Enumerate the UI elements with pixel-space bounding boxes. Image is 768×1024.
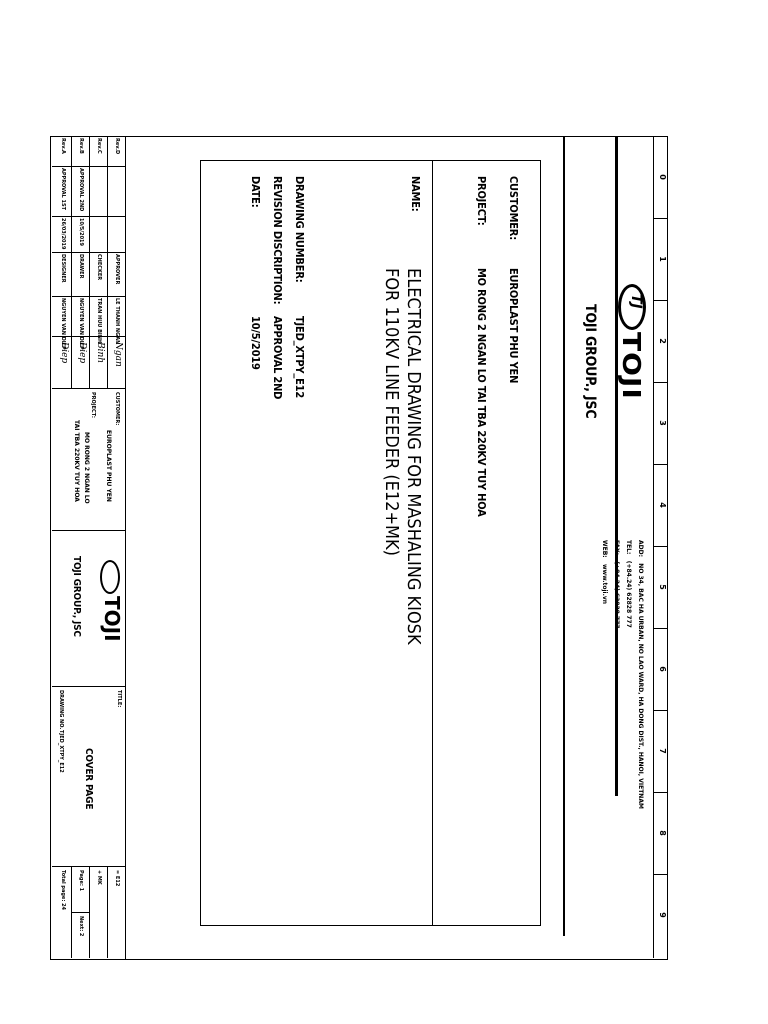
ruler-number: 9	[658, 912, 667, 918]
tb-project-value-1: MO RONG 2 NGAN LO	[83, 432, 90, 504]
tb-page: Page: 1	[78, 870, 84, 892]
tb-customer-label: CUSTOMER:	[114, 392, 120, 426]
ruler-number: 8	[658, 830, 667, 836]
tb-project-value-2: TAI TBA 220KV TUY HOA	[73, 420, 80, 502]
tb-customer-value: EUROPLAST PHU YEN	[105, 430, 112, 502]
rev-a-date: 26/03/2019	[60, 218, 66, 250]
designer-signature: Diep	[59, 342, 69, 364]
customer-label: CUSTOMER:	[507, 176, 520, 240]
drawing-name-line1: ELECTRICAL DRAWING FOR MASHALING KIOSK	[403, 268, 424, 645]
column-ruler	[653, 136, 668, 958]
revision-label: REVISION DISCRIPTION:	[271, 176, 284, 305]
tb-equip-2: + MK	[96, 870, 102, 885]
ruler-number: 2	[658, 338, 667, 344]
role-designer: DESIGNER	[60, 254, 66, 283]
cover-divider	[432, 160, 433, 925]
header-rule-bottom	[563, 136, 565, 936]
role-drawer: DRAWER	[78, 254, 84, 279]
drawing-name-line2: FOR 110KV LINE FEEDER (E12+MK)	[381, 268, 402, 556]
checker-signature: Binh	[95, 342, 105, 364]
tb-project-label: PROJECT:	[90, 392, 96, 418]
header-rule-top	[615, 136, 618, 796]
tb-company-name: TOJI GROUP., JSC	[71, 556, 82, 637]
title-block-logo-text: TOJI	[100, 596, 124, 642]
approver-name: LE THANH NGAN	[114, 298, 120, 345]
date-label: DATE:	[249, 176, 262, 208]
drawing-number-value: TJED_XTPY_E12	[293, 316, 306, 399]
ruler-number: 1	[658, 256, 667, 262]
revision-value: APPROVAL 2ND	[271, 316, 284, 400]
drawing-sheet	[50, 136, 668, 960]
rev-b-desc: APPROVAL 2ND	[78, 168, 84, 212]
tb-drawing-no-label: DRAWING NO.	[58, 690, 64, 730]
designer-name: NGUYEN VAN DIEP	[60, 298, 66, 350]
approver-signature: Ngan	[113, 342, 123, 367]
rev-b: Rev.B	[78, 138, 84, 154]
role-checker: CHECKER	[96, 254, 102, 281]
contact-address: ADD: NO 34, BAC HA URBAN, NO LAO WARD, HA DONG DIST., HANOI, VIETNAM	[637, 540, 644, 809]
ruler-number: 0	[658, 174, 667, 180]
logo-wordmark: TOJI	[616, 332, 647, 400]
drawing-number-label: DRAWING NUMBER:	[293, 176, 306, 283]
ruler-number: 7	[658, 748, 667, 754]
title-block-logo-icon	[100, 560, 120, 594]
contact-fax: FAX: (+84.24) 62828 777	[613, 540, 620, 629]
cover-info-box	[200, 160, 541, 926]
rev-b-date: 10/5/2019	[78, 218, 84, 247]
tb-equip-1: = E12	[114, 870, 120, 887]
company-name: TOJI GROUP., JSC	[582, 304, 598, 419]
ruler-number: 5	[658, 584, 667, 590]
ruler-number: 3	[658, 420, 667, 426]
rev-c: Rev.C	[96, 138, 102, 154]
drawer-signature: Diep	[77, 342, 87, 364]
tb-drawing-no-value: TJED_XTPY_E12	[58, 730, 64, 773]
tb-title-label: TITLE:	[116, 690, 122, 708]
tb-title-value: COVER PAGE	[83, 748, 94, 810]
rev-d: Rev.D	[114, 138, 120, 155]
ruler-number: 6	[658, 666, 667, 672]
drawer-name: NGUYEN VAN DIEP	[78, 298, 84, 350]
rev-a-desc: APPROVAL 1ST	[60, 168, 66, 210]
role-approver: APPROVER	[114, 254, 120, 285]
tb-next: Next: 2	[78, 916, 84, 937]
project-label: PROJECT:	[475, 176, 488, 226]
customer-value: EUROPLAST PHU YEN	[507, 268, 520, 384]
ruler-number: 4	[658, 502, 667, 508]
tb-total: Total page: 24	[60, 870, 66, 911]
name-label: NAME:	[409, 176, 422, 212]
logo-mark: TJ	[628, 294, 644, 309]
contact-tel: TEL: (+84.24) 62828 777	[625, 540, 632, 628]
checker-name: TRAN HUU BINH	[96, 298, 102, 344]
rev-a: Rev.A	[60, 138, 66, 154]
project-value: MO RONG 2 NGAN LO TAI TBA 220KV TUY HOA	[475, 268, 488, 517]
date-value: 10/5/2019	[249, 316, 262, 370]
contact-web: WEB: www.toji.vn	[601, 540, 608, 605]
